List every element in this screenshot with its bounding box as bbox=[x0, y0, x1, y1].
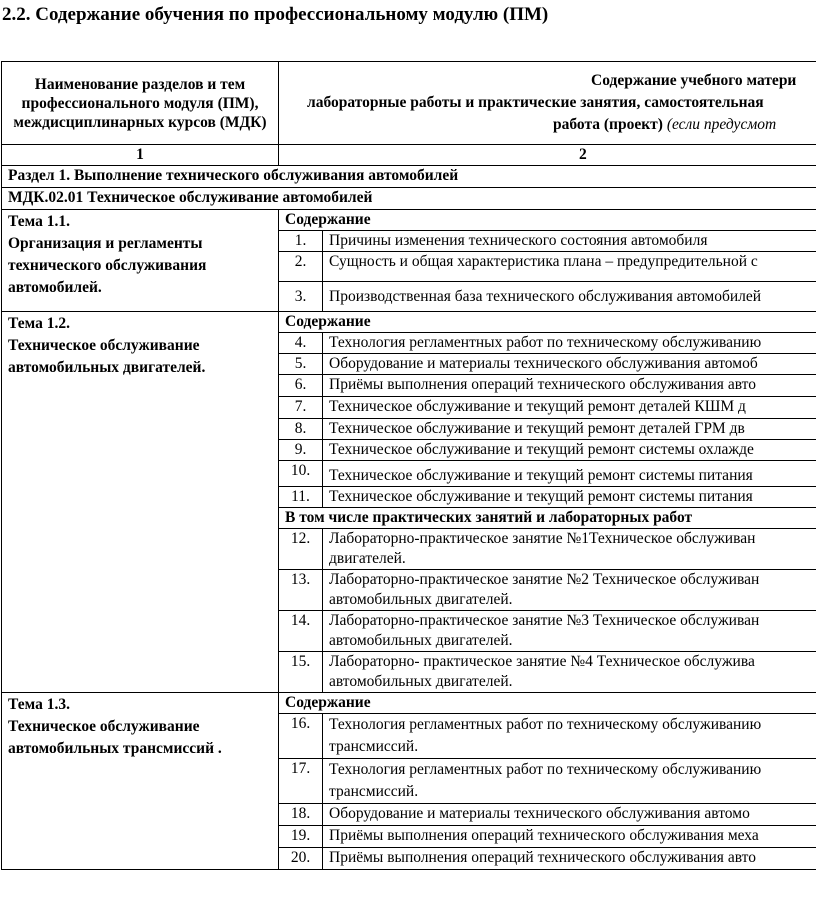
item-number: 5. bbox=[279, 354, 323, 375]
item-text bbox=[323, 759, 816, 804]
section-row bbox=[2, 166, 816, 188]
content-label: Содержание bbox=[279, 312, 816, 333]
content-label: Содержание bbox=[279, 693, 816, 714]
item-text: Приёмы выполнения операций технического обслуживания меха bbox=[323, 826, 816, 848]
item-number: 15. bbox=[279, 652, 323, 693]
topic-cell bbox=[2, 312, 279, 693]
item-number: 13. bbox=[279, 570, 323, 611]
content-label: Содержание bbox=[279, 210, 816, 231]
item-number: 3. bbox=[279, 282, 323, 312]
item-text-line1: Технология регламентных работ по техническому обслуживанию bbox=[329, 761, 762, 778]
column-number-row bbox=[2, 145, 816, 166]
item-text: Оборудование и материалы технического обслуживания автомоб bbox=[323, 354, 816, 375]
header-content-line2: лабораторные работы и практические занятия, самостоятельная bbox=[307, 94, 764, 111]
column-number-1: 1 bbox=[2, 145, 279, 166]
item-number: 8. bbox=[279, 419, 323, 440]
item-text-line1: Лабораторно- практическое занятие №4 Техническое обслужива bbox=[329, 653, 755, 670]
header-row bbox=[2, 62, 816, 145]
header-content-line1: Содержание учебного матери bbox=[591, 72, 797, 89]
item-text-line2: трансмиссий. bbox=[329, 783, 419, 800]
practical-label: В том числе практических занятий и лабораторных работ bbox=[279, 508, 816, 529]
item-number: 18. bbox=[279, 804, 323, 826]
topic-row bbox=[2, 693, 816, 714]
item-text-line1: Лабораторно-практическое занятие №2 Техническое обслуживан bbox=[329, 571, 760, 588]
item-text-line2: трансмиссий. bbox=[329, 738, 419, 755]
page-title: 2.2. Содержание обучения по профессиональному модулю (ПМ) bbox=[2, 4, 549, 25]
item-number: 19. bbox=[279, 826, 323, 848]
item-text bbox=[323, 714, 816, 759]
item-number: 9. bbox=[279, 440, 323, 461]
item-text: Приёмы выполнения операций технического обслуживания авто bbox=[323, 375, 816, 397]
item-text bbox=[323, 611, 816, 652]
item-text: Технология регламентных работ по техническому обслуживанию bbox=[323, 333, 816, 354]
mdk-title: МДК.02.01 Техническое обслуживание автомобилей bbox=[2, 188, 816, 210]
header-content bbox=[279, 62, 816, 145]
item-number: 6. bbox=[279, 375, 323, 397]
topic-name: Техническое обслуживание автомобильных трансмиссий . bbox=[8, 718, 222, 757]
curriculum-table bbox=[1, 61, 816, 870]
item-number: 2. bbox=[279, 252, 323, 282]
item-text: Приёмы выполнения операций технического обслуживания авто bbox=[323, 848, 816, 870]
topic-name: Организация и регламенты технического обслуживания автомобилей. bbox=[8, 235, 207, 296]
item-text-line1: Лабораторно-практическое занятие №3 Техническое обслуживан bbox=[329, 612, 760, 629]
item-number: 12. bbox=[279, 529, 323, 570]
item-text bbox=[323, 652, 816, 693]
item-number: 4. bbox=[279, 333, 323, 354]
topic-row bbox=[2, 210, 816, 231]
item-text: Техническое обслуживание и текущий ремонт системы питания bbox=[323, 461, 816, 487]
item-text-line2: двигателей. bbox=[329, 550, 406, 567]
topic-cell bbox=[2, 693, 279, 870]
header-content-note: (если предусмот bbox=[666, 116, 777, 133]
item-text-line1: Технология регламентных работ по техническому обслуживанию bbox=[329, 716, 762, 733]
item-text: Оборудование и материалы технического обслуживания автомо bbox=[323, 804, 816, 826]
item-number: 16. bbox=[279, 714, 323, 759]
item-number: 20. bbox=[279, 848, 323, 870]
item-text: Техническое обслуживание и текущий ремонт системы охлажде bbox=[323, 440, 816, 461]
item-text: Техническое обслуживание и текущий ремонт деталей КШМ д bbox=[323, 397, 816, 419]
item-number: 1. bbox=[279, 231, 323, 252]
item-number: 10. bbox=[279, 461, 323, 487]
item-text-line2: автомобильных двигателей. bbox=[329, 673, 513, 690]
mdk-row bbox=[2, 188, 816, 210]
topic-name: Техническое обслуживание автомобильных двигателей. bbox=[8, 337, 206, 376]
item-text-line2: автомобильных двигателей. bbox=[329, 632, 513, 649]
item-number: 14. bbox=[279, 611, 323, 652]
item-number: 11. bbox=[279, 487, 323, 508]
item-number: 17. bbox=[279, 759, 323, 804]
topic-label: Тема 1.3. bbox=[8, 696, 70, 713]
item-text: Производственная база технического обслуживания автомобилей bbox=[323, 282, 816, 312]
item-text: Техническое обслуживание и текущий ремонт деталей ГРМ дв bbox=[323, 419, 816, 440]
header-sections: Наименование разделов и тем профессионального модуля (ПМ), междисциплинарных курсов (МДК) bbox=[2, 62, 279, 145]
item-text bbox=[323, 529, 816, 570]
header-content-project: работа (проект) bbox=[553, 116, 663, 133]
item-text bbox=[323, 570, 816, 611]
topic-label: Тема 1.1. bbox=[8, 213, 70, 230]
header-content-line3 bbox=[285, 114, 816, 136]
topic-cell bbox=[2, 210, 279, 312]
item-text: Причины изменения технического состояния автомобиля bbox=[323, 231, 816, 252]
section-title: Раздел 1. Выполнение технического обслуживания автомобилей bbox=[2, 166, 816, 188]
item-text: Сущность и общая характеристика плана – предупредительной с bbox=[323, 252, 816, 282]
item-text: Техническое обслуживание и текущий ремонт системы питания bbox=[323, 487, 816, 508]
column-number-2: 2 bbox=[279, 145, 816, 166]
item-text-line2: автомобильных двигателей. bbox=[329, 591, 513, 608]
item-number: 7. bbox=[279, 397, 323, 419]
item-text-line1: Лабораторно-практическое занятие №1Техническое обслуживан bbox=[329, 530, 756, 547]
topic-row bbox=[2, 312, 816, 333]
topic-label: Тема 1.2. bbox=[8, 315, 70, 332]
